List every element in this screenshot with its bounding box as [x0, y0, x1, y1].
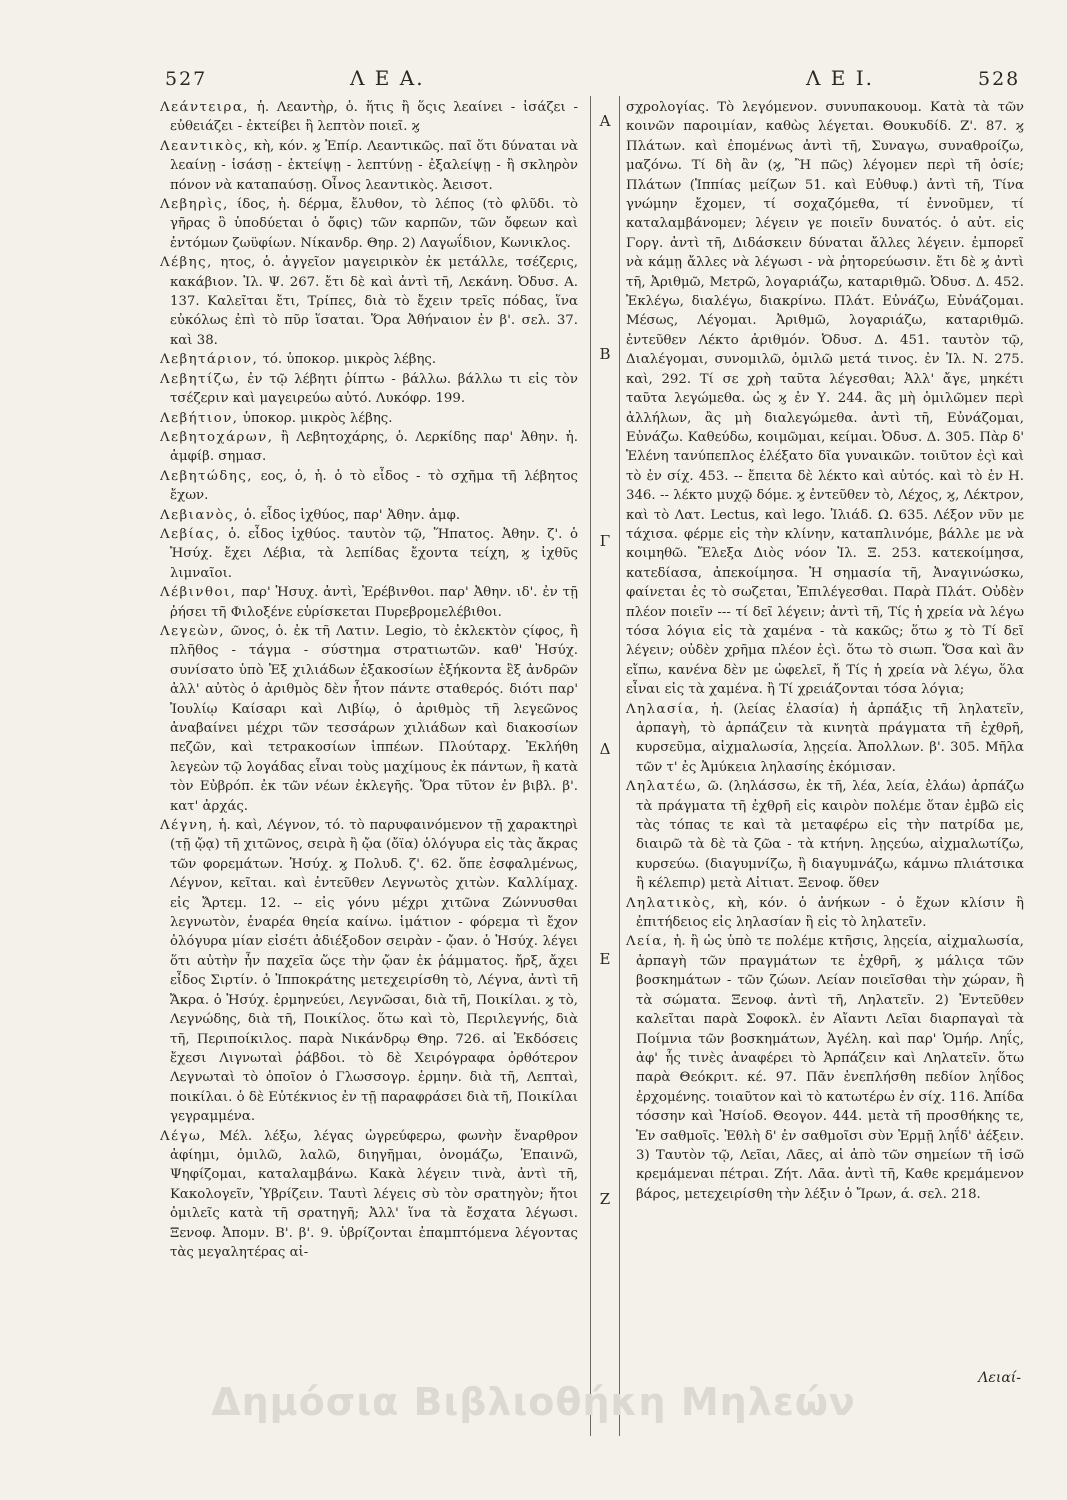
entry-headword: Λεβητάριον, — [160, 352, 259, 368]
column-rule-left — [590, 96, 591, 1436]
entry-body: κὴ, κόν. ὁ ἀνήκων - ὁ ἔχων κλίσιν ἢ ἐπιτήδειος εἰς ληλασίαν ἢ εἰς τὸ ληλατεῖν. — [636, 895, 1024, 931]
catchword: Λειαί- — [978, 1370, 1021, 1386]
entry-body: ἡ. Λεαντὴρ, ὁ. ἥτις ἢ ὅςις λεαίνει - ἰσάζει - εὐθειάζει - ἐκτείβει ἢ λεπτὸν ποιεῖ. ϗ — [170, 100, 578, 135]
dictionary-entry — [626, 700, 1024, 778]
entry-body: ῶ. (ληλάσσω, ἐκ τῆ, λέα, λεία, ἐλάω) ἁρπάζω τὰ πράγματα τῆ ἐχθρῆ εἰς καιρὸν πολέμε ὅταν ἐμβῶ εἰς τὰς τόπας τε καὶ τὰ μεταφέρω εἰς τὴν πατρίδα με, διαιρῶ τὰ δὲ τὰ ζῶα - τὰ κτήνη. λῃςεύω, αἰχμαλωτίζω, κυρσεύω. (διαγυμνίζω, ἢ διαγυμνάζω, κάμνω πλιάτσικα ἢ κέλεπιρ) μετὰ Αἰτιατ. Ξενοφ. ὅθεν — [636, 779, 1024, 892]
entry-body: ίδος, ἡ. δέρμα, ἔλυθον, τὸ λέπος (τὸ φλῦδι. τὸ γῆρας ὃ ὑποδύεται ὁ ὄφις) τῶν καρπῶν, τῶν ὄφεων καὶ ἐντόμων ζωϋφίων. Νίκανδρ. Θηρ. 2) Λαγωΐδιον, Κωνικλος. — [170, 197, 578, 251]
entry-headword: Ληλατέω, — [626, 779, 703, 795]
entry-headword: Λεαντικὸς, — [160, 138, 250, 154]
margin-letter: Ε — [599, 950, 611, 968]
dictionary-entry — [160, 467, 578, 506]
entry-body: ὁ. εἶδος ἰχθύος. ταυτὸν τῷ, Ἥπατος. Ἀθην. ζ'. ὁ Ἡσύχ. ἔχει Λέβια, τὰ λεπίδας ἔχοντα τείχη, ϗ ἰχθῦς λιμναῖοι. — [170, 526, 578, 581]
dictionary-entry — [160, 137, 578, 195]
dictionary-entry — [160, 816, 578, 1127]
entry-body: σχρολογίας. Τὸ λεγόμενον. συνυπακουομ. Κατὰ τὰ τῶν κοινῶν παροιμίαν, καθὼς λέγεται. Θουκυδίδ. Ζ'. 87. ϗ Πλάτων. καὶ ἐπομένως ἀντὶ τῆ, Συναγω, συναθροίζω, μαζόνω. Τί δὴ ἂν (ϗ, Ἢ πῶς) λέγομεν περὶ τῆ ὁσίε; Πλάτων (Ἱππίας μείζων 51. καὶ Εὐθυφ.) ἀντὶ τῆ, Τίνα γνώμην ἔχομεν, τί σοχαζόμεθα, τί ἐννοῦμεν, τί καταλαμβάνομεν; λέγειν γε ποιεῖν δυνατός. ὁ αὐτ. εἰς Γοργ. ἀντὶ τῆ, Διδάσκειν δύναται ἄλλες λέγειν. ἐμπορεῖ νὰ κάμῃ ἄλλες νὰ λέγωσι - νὰ ῥητορεύωσιν. ἔτι δὲ ϗ ἀντὶ τῆ, Ἀριθμῶ, Μετρῶ, λογαριάζω, καταριθμῶ. Ὀδυσ. Δ. 452. Ἐκλέγω, διαλέγω, διακρίνω. Πλάτ. Εὐνάζω, Εὐνάζομαι. Μέσως, Λέγομαι. Ἀριθμῶ, λογαριάζω, καταριθμῶ. ἐντεῦθεν Λέκτο ἀριθμόν. Ὀδυσ. Δ. 451. ταυτὸν τῷ, Διαλέγομαι, συνομιλῶ, ὁμιλῶ μετά τινος. ἐν Ἰλ. Ν. 275. καὶ, 292. Τί σε χρὴ ταῦτα λέγεσθαι; Ἀλλ' ἄγε, μηκέτι ταῦτα λεγώμεθα. ὡς ϗ ἐν Υ. 244. ἂς μὴ ὁμιλῶμεν περὶ ἀλλήλων, ἂς μὴ διαλεγώμεθα. ἀντὶ τῆ, Εὐνάζομαι, Εὐνάζω. Καθεύδω, κοιμῶμαι, κείμαι. Ὀδυσ. Δ. 305. Πὰρ δ' Ἑλένη τανύπεπλος ἐλέξατο δῖα γυναικῶν. τοιῦτον ἐςὶ καὶ τὸ ἐν σίχ. 453. -- ἔπειτα δὲ λέκτο καὶ αὐτός. καὶ τὸ ἐν Η. 346. -- λέκτο μυχῷ δόμε. ϗ ἐντεῦθεν τὸ, Λέχος, ϗ, Λέκτρον, καὶ τὸ Λατ. Lectus, καὶ lego. Ἰλιάδ. Ω. 635. Λέξον νῦν με τάχισα. φέρμε εἰς τὴν κλίνην, καταπλινόμε, βάλλε με νὰ κοιμηθῶ. Ἔλεξα Διὸς νόον Ἰλ. Ξ. 253. κατεκοίμησα, κατεδίασα, ἀπεκοίμησα. Ἡ σημασία τῆ, Ἀναγινώσκω, φαίνεται ἐς τὸ σωζεται, Ἐπιλέγεσθαι. Παρὰ Πλάτ. Οὐδὲν πλέον ποιεῖν --- τί δεῖ λέγειν; ἀντὶ τῆ, Τίς ἡ χρεία νὰ λέγω τόσα λόγια εἰς τὰ χαμένα - τὰ κακῶς; ὅτω ϗ τὸ Τί δεῖ λέγειν; οὐδὲν χρῆμα πλέον ἐςὶ. ὅτω τὸ σιωπ. Ὅσα καὶ ἂν εἴπω, κανένα δὲν με ὠφελεῖ, ἤ Τίς ἡ χρεία νὰ λέγω, ὅλα εἶναι εἰς τὰ χαμένα. ἢ Τί χρειάζονται τόσα λόγια; — [626, 100, 1024, 698]
entry-headword: Ληλασία, — [626, 701, 701, 717]
dictionary-entry — [160, 428, 578, 467]
entry-body: ὁ. εἶδος ἰχθύος, παρ' Ἀθην. ἀμφ. — [243, 507, 461, 523]
dictionary-entry — [160, 525, 578, 583]
column-rule-right — [619, 96, 620, 1436]
entry-headword: Λεβητώδης, — [160, 468, 253, 484]
dictionary-entry — [626, 98, 1024, 700]
entry-headword: Λεβιανὸς, — [160, 507, 240, 523]
entry-body: παρ' Ἡσυχ. ἀντὶ, Ἐρέβινθοι. παρ' Ἀθην. ιδ'. ἐν τῇ ῥήσει τῆ Φιλοξένε εὑρίσκεται Πυρεβρομελέβιθοι. — [170, 585, 578, 620]
left-running-head: Λ Ε Α. — [350, 66, 425, 90]
entry-headword: Λέγω, — [160, 1128, 208, 1144]
entry-body: κὴ, κόν. ϗ Ἐπίρ. Λεαντικῶς. παῖ ὅτι δύναται νὰ λεαίνῃ - ἰσάσῃ - ἐκτείψῃ - λεπτύνῃ - ἐξαλείψῃ - ἢ σκληρὸν πόνον νὰ καταπαύσῃ. Οἶνος λεαντικὸς. Ἀεισοτ. — [170, 138, 578, 193]
entry-headword: Ληλατικὸς, — [626, 895, 717, 911]
entry-body: ὑποκορ. μικρὸς λέβης. — [242, 410, 393, 426]
dictionary-entry — [160, 506, 578, 525]
entry-headword: Λεία, — [626, 934, 669, 950]
entry-body: ἡ. καὶ, Λέγνον, τό. τὸ παρυφαινόμενον τῇ χαρακτηρὶ (τῇ ᾤᾳ) τῆ χιτῶνος, σειρὰ ἢ ᾤα (ὄϊα) ὁλόγυρα εἰς τὰς ἄκρας τῶν φορεμάτων. Ἡσύχ. ϗ Πολυδ. ζ'. 62. ὅπε ἐσφαλμένως, Λέγνον, κεῖται. καὶ ἐντεῦθεν Λεγνωτὸς χιτὼν. Καλλίμαχ. εἰς Ἄρτεμ. 12. -- εἰς γόνυ μέχρι χιτῶνα Ζώννυσθαι λεγνωτὸν, ἐναρέα θηεία καίνω. ἱμάτιον - φόρεμα τὶ ἔχον ὁλόγυρα μίαν εἰσέτι ἀδιέξοδον σειρὰν - ᾤαν. ὁ Ἡσύχ. λέγει ὅτι αὐτὴν ἦν παχεῖα ὥςε τὴν ᾤαν ἐκ ῥάμματος. ἤρξ, ἄχει εἶδος Σιρτίν. ὁ Ἱπποκράτης μετεχειρίσθη τὸ, Λέγνα, ἀντὶ τῆ Ἄκρα. ὁ Ἡσύχ. ἑρμηνεύει, Λεγνῶσαι, διὰ τῆ, Ποικίλαι. ϗ τὸ, Λεγνώδης, διὰ τῆ, Ποικίλος. ὅτω καὶ τὸ, Περιλεγνής, διὰ τῆ, Περιποίκιλος. παρὰ Νικάνδρῳ Θηρ. 726. αἱ Ἐκδόσεις ἔχεσι Λιγνωταὶ ῥάβδοι. τὸ δὲ Χειρόγραφα ὀρθότερον Λεγνωταὶ τὸ ὁποῖον ὁ Γλωσσογρ. ἑρμην. διὰ τῆ, Λεπταὶ, ποικίλαι. ὁ δὲ Εὐτέκνιος ἐν τῇ παραφράσει διὰ τῆ, Ποικίλαι γεγραμμένα. — [170, 818, 578, 1125]
entry-body: ἡ. ἢ ὡς ὑπὸ τε πολέμε κτῆσις, λῃςεία, αἰχμαλωσία, ἁρπαγὴ τῶν πραγμάτων τε ἐχθρῆ, ϗ μάλιςα τῶν βοσκημάτων - τῶν ζώων. Λείαν ποιεῖσθαι τὴν χώραν, ἢ τὰ σώματα. Ξενοφ. ἀντὶ τῆ, Ληλατεῖν. 2) Ἐντεῦθεν καλεῖται παρὰ Σοφοκλ. ἐν Αἴαντι Λεῖαι διαρπαγαὶ τὰ Ποίμνια τῶν βοσκημάτων, Ἀγέλη. καὶ παρ' Ὁμήρ. Ληΐς, ἀφ' ἧς τινὲς ἀναφέρει τὸ Ἁρπάζειν καὶ Ληλατεῖν. ὅτω παρὰ Θεόκριτ. κέ. 97. Πᾶν ἐνεπλήσθη πεδίον ληΐδος ἐρχομένης. τοιαῦτον καὶ τὸ κατωτέρω ἐν σίχ. 116. Ἀπίδα τόσσην καὶ Ἡσίοδ. Θεογον. 444. μετὰ τῆ προσθήκης τε, Ἐν σαθμοῖς. Ἐθλὴ δ' ἐν σαθμοῖσι σὺν Ἑρμῇ ληΐδ' ἀέξειν. 3) Ταυτὸν τῷ, Λεῖαι, Λᾶες, αἱ ἀπὸ τῶν σημείων τῆ ἱσῶ κρεμάμεναι πέτραι. Ζήτ. Λᾶα. ἀντὶ τῆ, Καθε κρεμάμενον βάρος, μετεχειρίσθη τὴν λέξιν ὁ Ἴρων, ά. σελ. 218. — [636, 934, 1024, 1202]
dictionary-entry — [626, 894, 1024, 933]
entry-headword: Λέγνη, — [160, 818, 214, 834]
dictionary-entry — [626, 932, 1024, 1204]
entry-body: Μέλ. λέξω, λέγας ὠγρεύφερω, φωνὴν ἔναρθρον ἀφίημι, ὁμιλῶ, λαλῶ, διηγῆμαι, ὀνομάζω, Ἐπαινῶ, Ψηφίζομαι, καταλαμβάνω. Κακὰ λέγειν τινὰ, ἀντὶ τῆ, Κακολογεῖν, Ὑβρίζειν. Ταυτὶ λέγεις σὺ τὸν σρατηγὸν; ἤτοι ὁμιλεῖς κατὰ τῆ σρατηγῆ; Ἀλλ' ἵνα τὰ ἔσχατα λέγωσι. Ξενοφ. Ἀπομν. Β'. β'. 9. ὑβρίζονται ἐπαμπτόμενα λέγοντας τὰς μεγαλητέρας αἰ- — [170, 1128, 578, 1260]
dictionary-entry — [160, 622, 578, 816]
right-running-head: Λ Ε Ι. — [806, 66, 875, 90]
right-page-number: 528 — [978, 68, 1021, 90]
dictionary-entry — [160, 350, 578, 369]
left-column — [160, 98, 578, 1262]
entry-headword: Λεβηρὶς, — [160, 197, 229, 213]
entry-body: τό. ὑποκορ. μικρὸς λέβης. — [262, 352, 437, 368]
margin-letter: Β — [599, 345, 611, 363]
dictionary-entry — [160, 253, 578, 350]
entry-body: ῶνος, ὁ. ἐκ τῆ Λατιν. Legio, τὸ ἐκλεκτὸν ςίφος, ἢ πλῆθος - τάγμα - σύστημα στρατιωτῶν. καθ' Ἡσύχ. συνίσατο ὑπὸ Ἐξ χιλιάδων ἑξακοσίων ἑξήκοντα ἓξ ἀνδρῶν ἀλλ' αὐτὸς ὁ ἀριθμὸς δὲν ἦτον πάντε σταθερός. διότι παρ' Ἰουλίῳ Καίσαρι καὶ Λιβίῳ, ὁ ἀριθμὸς τῆ λεγεῶνος ἀναβαίνει μέχρι τῶν τεσσάρων χιλιάδων καὶ διακοσίων πεζῶν, καὶ τετρακοσίων ἱππέων. Πλούταρχ. Ἐκλήθη λεγεὼν τῷ λογάδας εἶναι τοὺς μαχίμους ἐκ πάντων, ἢ κατὰ τὸν Εὐβρόπ. ἐκ τῶν νέων ἐκλεγῆς. Ὅρα τῦτον ἐν βιβλ. β'. κατ' ἀρχάς. — [170, 623, 578, 814]
entry-headword: Λεβίας, — [160, 526, 221, 542]
entry-body: ἐν τῷ λέβητι ῥίπτω - βάλλω. βάλλω τι εἰς τὸν τσέζεριν καὶ μαγειρεύω αὐτό. Λυκόφρ. 199. — [170, 371, 578, 407]
entry-body: ἡ. (λείας ἐλασία) ἡ ἁρπάξις τῆ ληλατεῖν, ἁρπαγὴ, τὸ ἁρπάζειν τὰ κινητὰ πράγματα τῆ ἐχθρῆ, κυρσεῦμα, αἰχμαλωσία, λῃςεία. Ἀπολλων. β'. 305. Μῆλα τῶν τ' ἐς Ἀμύκεια ληλασίης ἐκόμισαν. — [636, 701, 1024, 775]
dictionary-entry — [160, 583, 578, 622]
dictionary-entry — [160, 195, 578, 253]
entry-headword: Λεάντειρα, — [160, 100, 250, 115]
dictionary-entry — [160, 409, 578, 428]
dictionary-entry — [160, 98, 578, 137]
margin-letter: Α — [599, 112, 611, 130]
entry-body: ἢ Λεβητοχάρης, ὁ. Λερκίδης παρ' Ἀθην. ἡ. ἀμφίβ. σημασ. — [170, 429, 578, 465]
right-column — [626, 98, 1024, 1204]
entry-headword: Λέβης, — [160, 255, 213, 271]
entry-headword: Λεβητοχάρων, — [160, 429, 274, 445]
margin-letter: Ζ — [599, 1190, 611, 1208]
dictionary-entry — [626, 777, 1024, 893]
entry-headword: Λέβινθοι, — [160, 585, 237, 601]
left-page-number: 527 — [165, 68, 208, 90]
library-watermark: Δημόσια Βιβλιοθήκη Μηλεών — [211, 1380, 856, 1424]
entry-headword: Λεγεὼν, — [160, 623, 225, 639]
entry-headword: Λεβητίζω, — [160, 371, 241, 387]
dictionary-entry — [160, 370, 578, 409]
dictionary-entry — [160, 1127, 578, 1263]
margin-letter: Δ — [599, 740, 611, 758]
entry-body: ητος, ὁ. ἀγγεῖον μαγειρικὸν ἐκ μετάλλε, τσέζερις, κακάβιον. Ἰλ. Ψ. 267. ἔτι δὲ καὶ ἀντὶ τῆ, Λεκάνη. Ὀδυσ. Α. 137. Καλεῖται ἔτι, Τρίπες, διὰ τὸ ἔχειν τρεῖς πόδας, ἵνα εὐκόλως ἐπὶ τὸ πῦρ ἵσαται. Ὅρα Ἀθήναιον ἐν β'. σελ. 37. καὶ 38. — [170, 255, 578, 348]
entry-body: εος, ὁ, ἡ. ὁ τὸ εἶδος - τὸ σχῆμα τῆ λέβητος ἔχων. — [170, 468, 578, 504]
margin-letter: Γ — [599, 532, 611, 550]
entry-headword: Λεβήτιον, — [160, 410, 239, 426]
